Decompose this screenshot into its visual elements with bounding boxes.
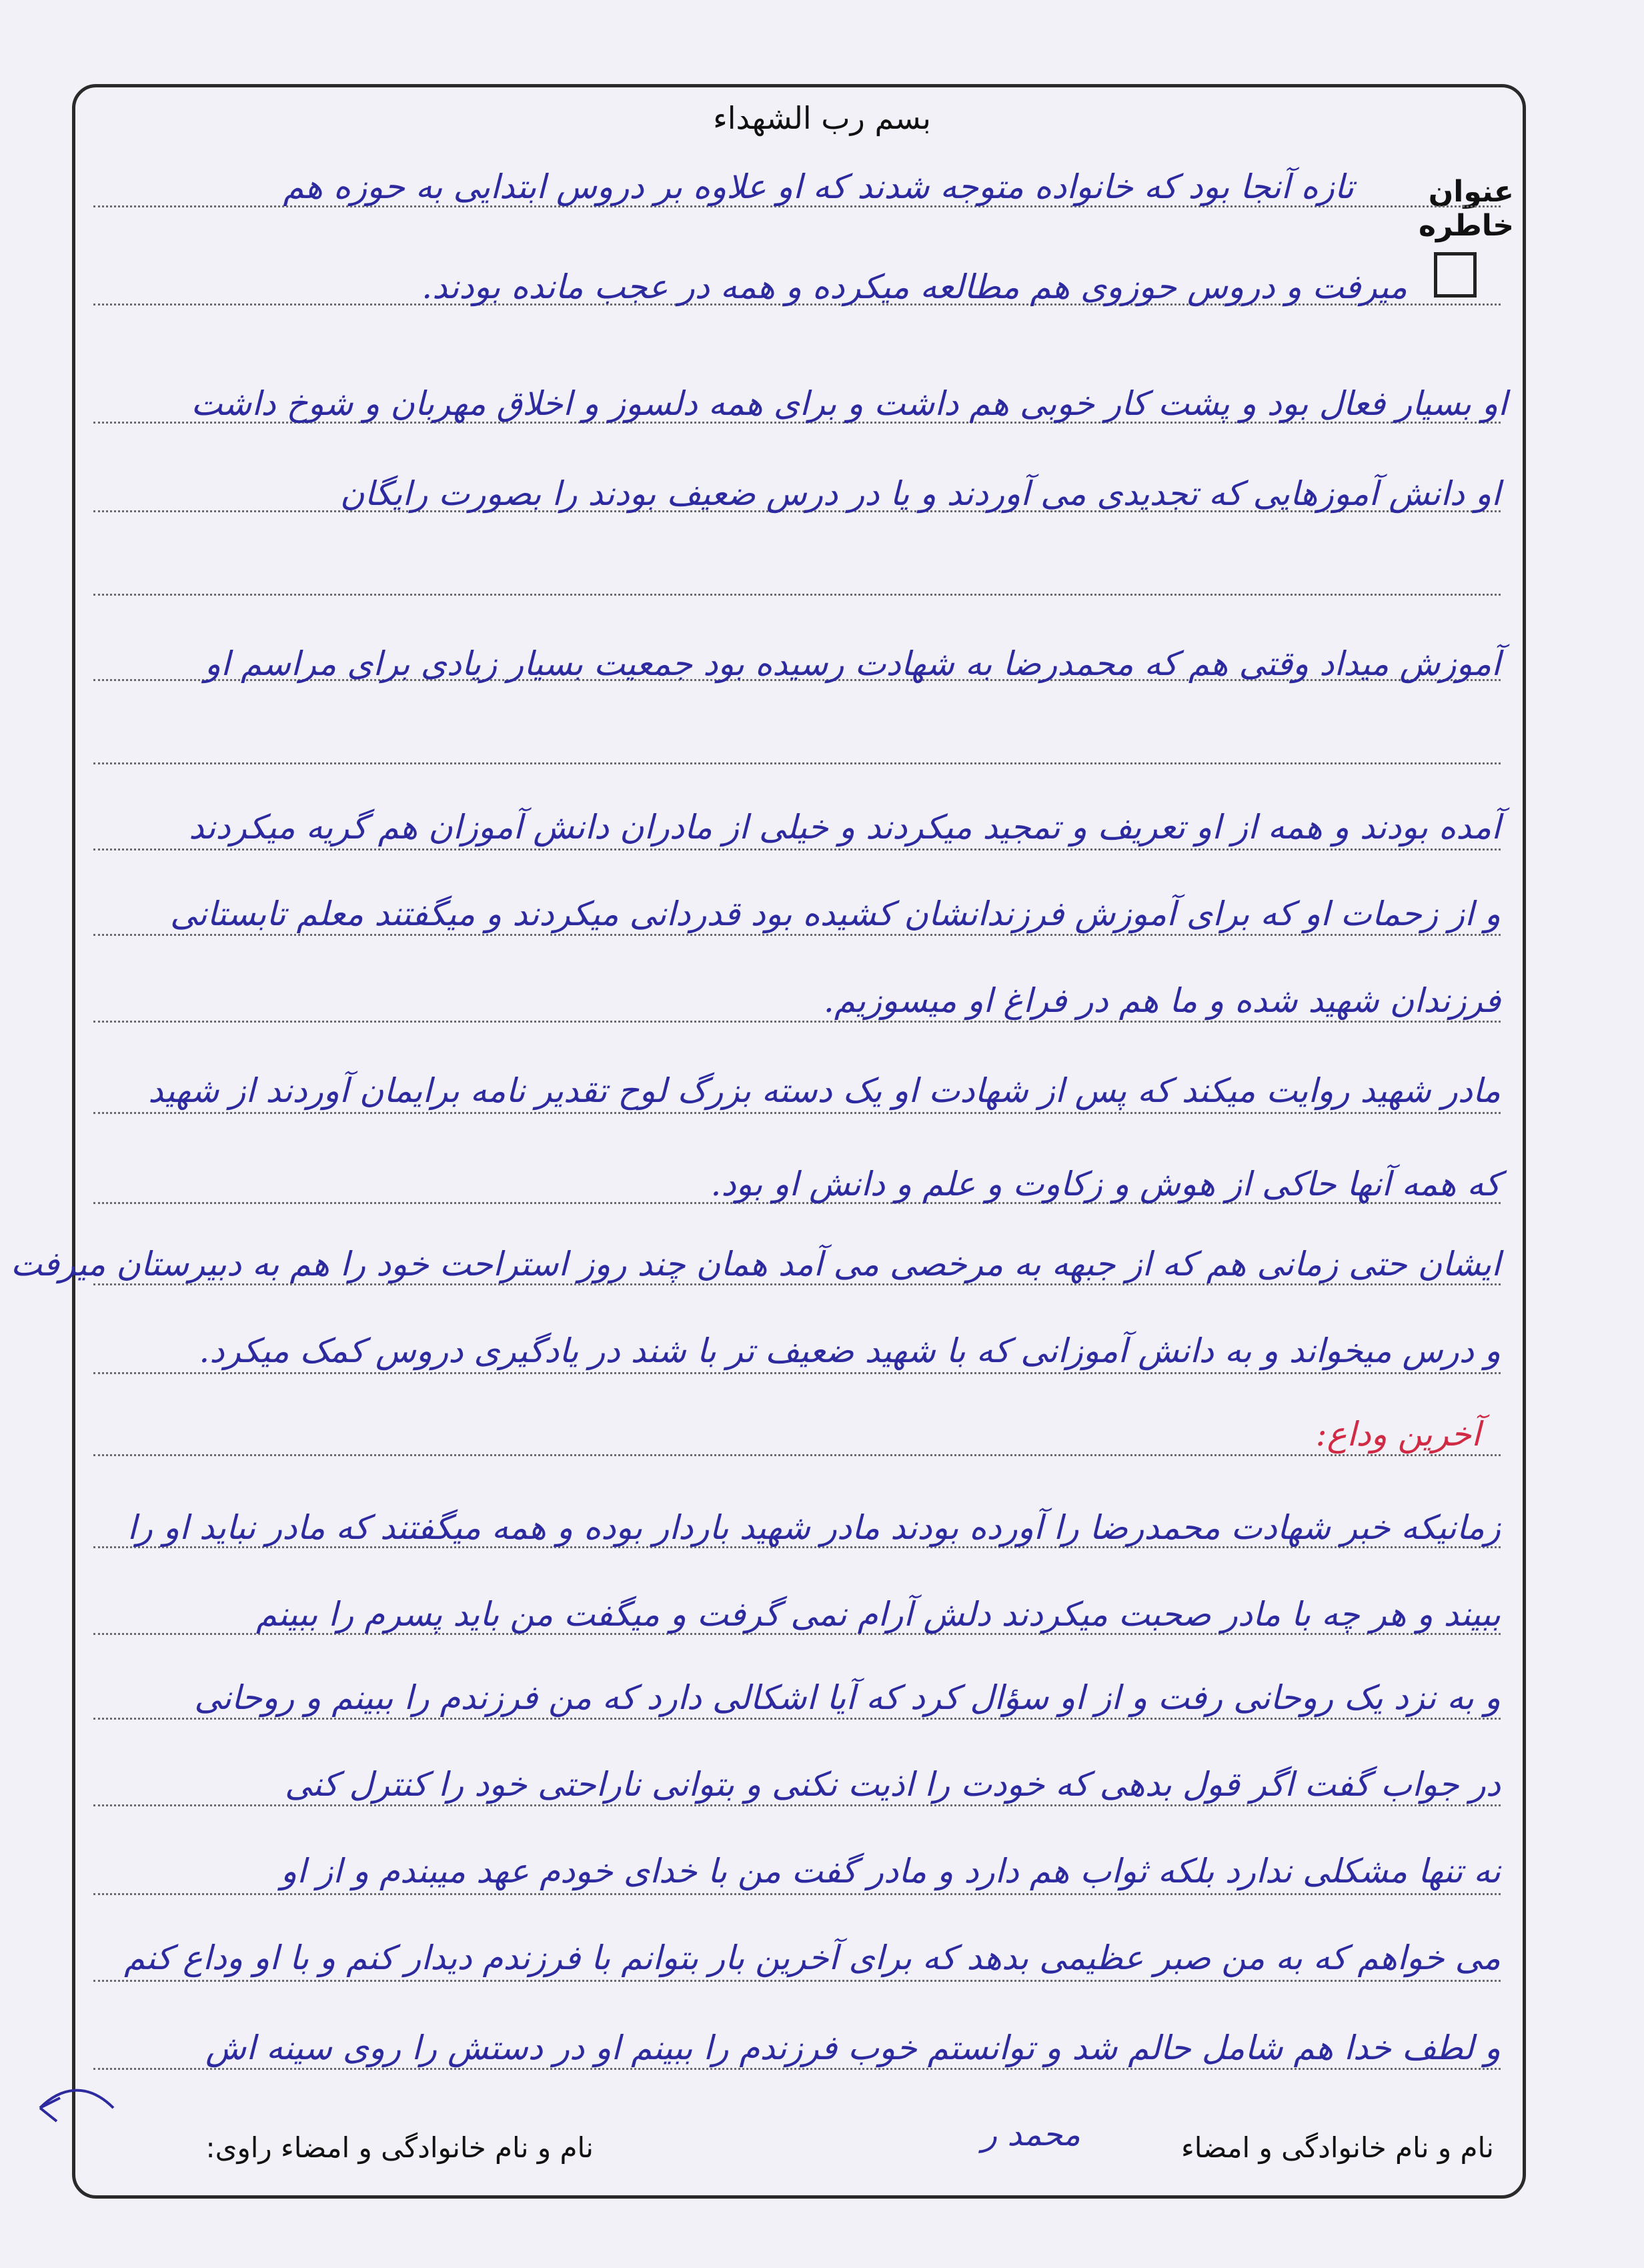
handwritten-line: می خواهم که به من صبر عظیمی بدهد که برای آخرین بار بتوانم با فرزندم دیدار کنم و با او وداع کنم bbox=[124, 1938, 1501, 1977]
ruled-line bbox=[93, 848, 1501, 851]
handwritten-line: آمده بودند و همه از او تعریف و تمجید میکردند و خیلی از مادران دانش آموزان هم گریه میکردند bbox=[189, 808, 1501, 846]
handwritten-line: مادر شهید روایت میکند که پس از شهادت او یک دسته بزرگ لوح تقدیر نامه برایمان آوردند از شهید bbox=[148, 1071, 1501, 1110]
handwritten-line: آموزش میداد وقتی هم که محمدرضا به شهادت رسیده بود جمعیت بسیار زیادی برای مراسم او bbox=[204, 644, 1501, 683]
handwritten-line: زمانیکه خبر شهادت محمدرضا را آورده بودند مادر شهید باردار بوده و همه میگفتند که مادر نباید او را bbox=[127, 1508, 1501, 1547]
handwritten-line: و از زحمات او که برای آموزش فرزندانشان کشیده بود قدردانی میکردند و میگفتند معلم تابستانی bbox=[169, 895, 1501, 933]
checkbox[interactable] bbox=[1434, 252, 1477, 298]
signature: محمد ر bbox=[981, 2116, 1080, 2153]
narrator-signature-label: نام و نام خانوادگی و امضاء راوی: bbox=[205, 2131, 594, 2164]
ruled-line bbox=[93, 594, 1501, 596]
ruled-line bbox=[93, 1893, 1501, 1895]
ruled-line bbox=[93, 1718, 1501, 1720]
handwritten-line: او دانش آموزهایی که تجدیدی می آوردند و یا در درس ضعیف بودند را بصورت رایگان bbox=[339, 474, 1501, 513]
ruled-line bbox=[93, 2068, 1501, 2070]
ruled-line bbox=[93, 1980, 1501, 1982]
form-header: بسم رب الشهداء bbox=[713, 100, 931, 136]
ruled-line bbox=[93, 1454, 1501, 1456]
handwritten-line: ببیند و هر چه با مادر صحبت میکردند دلش آرام نمی گرفت و میگفت من باید پسرم را ببینم bbox=[255, 1595, 1501, 1634]
handwritten-line: ایشان حتی زمانی هم که از جبهه به مرخصی می آمد همان چند روز استراحت خود را هم به دبیرستان میرفت bbox=[10, 1245, 1501, 1283]
handwritten-line: او بسیار فعال بود و پشت کار خوبی هم داشت و برای همه دلسوز و اخلاق مهربان و شوخ داشت bbox=[191, 384, 1507, 423]
ruled-line bbox=[93, 1112, 1501, 1114]
ruled-line bbox=[93, 1021, 1501, 1023]
handwritten-line: تازه آنجا بود که خانواده متوجه شدند که او علاوه بر دروس ابتدایی به حوزه هم bbox=[283, 167, 1354, 206]
ruled-line bbox=[93, 934, 1501, 936]
handwritten-line: نه تنها مشکلی ندارد بلکه ثواب هم دارد و مادر گفت من با خدای خودم عهد میبندم و از او bbox=[281, 1852, 1501, 1890]
memory-title-label: عنوان خاطره bbox=[1418, 175, 1514, 243]
handwritten-line: فرزندان شهید شده و ما هم در فراغ او میسوزیم. bbox=[823, 981, 1501, 1020]
ruled-line bbox=[93, 1372, 1501, 1374]
handwritten-line: و به نزد یک روحانی رفت و از او سؤال کرد که آیا اشکالی دارد که من فرزندم را ببینم و روحانی bbox=[194, 1678, 1501, 1717]
handwritten-line: که همه آنها حاکی از هوش و زکاوت و علم و دانش او بود. bbox=[710, 1165, 1501, 1203]
ruled-line bbox=[93, 762, 1501, 764]
handwritten-line: در جواب گفت اگر قول بدهی که خودت را اذیت نکنی و بتوانی ناراحتی خود را کنترل کنی bbox=[284, 1765, 1501, 1804]
handwritten-line: میرفت و دروس حوزوی هم مطالعه میکرده و همه در عجب مانده بودند. bbox=[422, 267, 1407, 306]
ruled-line bbox=[93, 1804, 1501, 1806]
arrow-icon bbox=[27, 2068, 120, 2148]
handwritten-line: و درس میخواند و به دانش آموزانی که با شهید ضعیف تر با شند در یادگیری دروس کمک میکرد. bbox=[199, 1331, 1501, 1370]
section-subheading: آخرین وداع: bbox=[1315, 1415, 1481, 1454]
writer-signature-label: نام و نام خانوادگی و امضاء bbox=[1181, 2131, 1494, 2164]
handwritten-line: و لطف خدا هم شامل حالم شد و توانستم خوب فرزندم را ببینم او در دستش را روی سینه اش bbox=[205, 2029, 1501, 2067]
